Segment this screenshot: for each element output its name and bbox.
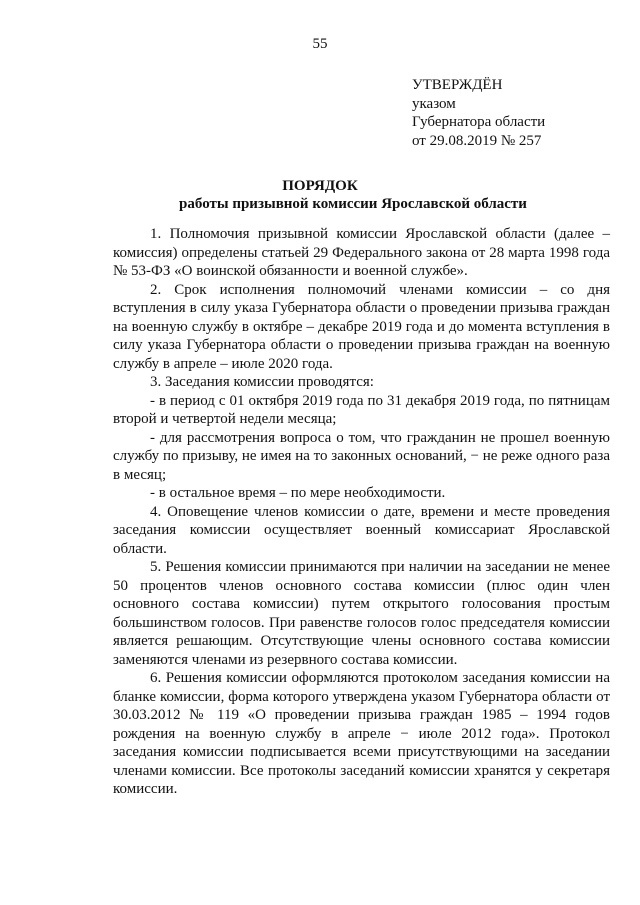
document-title: ПОРЯДОК [282,178,358,194]
approval-line-approved: УТВЕРЖДЁН [412,77,503,93]
document-title-block [0,177,640,212]
list-item-other-time: - в остальное время – по мере необходимости. [150,485,446,501]
list-item-schedule: - в период с 01 октября 2019 года по 31 декабря 2019 года, по пятницам второй и четвертой недели месяца; [113,392,610,427]
paragraph-1: 1. Полномочия призывной комиссии Ярославской области (далее – комиссия) определены статьей 29 Федерального закона от 28 марта 1998 года № 53-ФЗ «О воинской обязанности и военной службе». [113,226,610,279]
paragraph-4: 4. Оповещение членов комиссии о дате, времени и месте проведения заседания комиссии осуществляет военный комиссариат Ярославской области. [113,503,610,557]
approval-line-date-number: от 29.08.2019 № 257 [412,132,542,149]
approval-line-decree: указом [412,95,456,112]
document-subtitle: работы призывной комиссии Ярославской области [179,196,527,212]
page-number: 55 [312,36,328,52]
approval-line-governor: Губернатора области [412,114,546,130]
approval-stamp [412,76,545,150]
paragraph-2: 2. Срок исполнения полномочий членами комиссии – со дня вступления в силу указа Губернатора области о проведении призыва граждан на военную службу в октябре – декабре 2019 года и до момента вступления в силу указа Губернатора области о проведении призыва граждан на военную службу в апреле – июле 2020 года. [113,281,610,372]
document-body [113,225,610,799]
paragraph-3: 3. Заседания комиссии проводятся: [150,374,374,390]
paragraph-6: 6. Решения комиссии оформляются протоколом заседания комиссии на бланке комиссии, форма которого утверждена указом Губернатора области от 30.03.2012 № 119 «О проведении призыва граждан 1985 – 1994 годов рождения на военную службу в апреле − июле 2012 года». Протокол заседания комиссии подписывается всеми присутствующими на заседании членами комиссии. Все протоколы заседаний комиссии хранятся у секретаря комиссии. [113,670,610,797]
paragraph-5: 5. Решения комиссии принимаются при наличии на заседании не менее 50 процентов членов основного состава комиссии (плюс один член основного состава комиссии) путем открытого голосования простым большинством голосов. При равенстве голосов голос председателя комиссии является решающим. Отсутствующие члены основного состава комиссии заменяются членами из резервного состава комиссии. [113,559,610,668]
list-item-review: - для рассмотрения вопроса о том, что гражданин не прошел военную службу по призыву, не имея на то законных оснований, − не реже одного раза в месяц; [113,429,610,483]
